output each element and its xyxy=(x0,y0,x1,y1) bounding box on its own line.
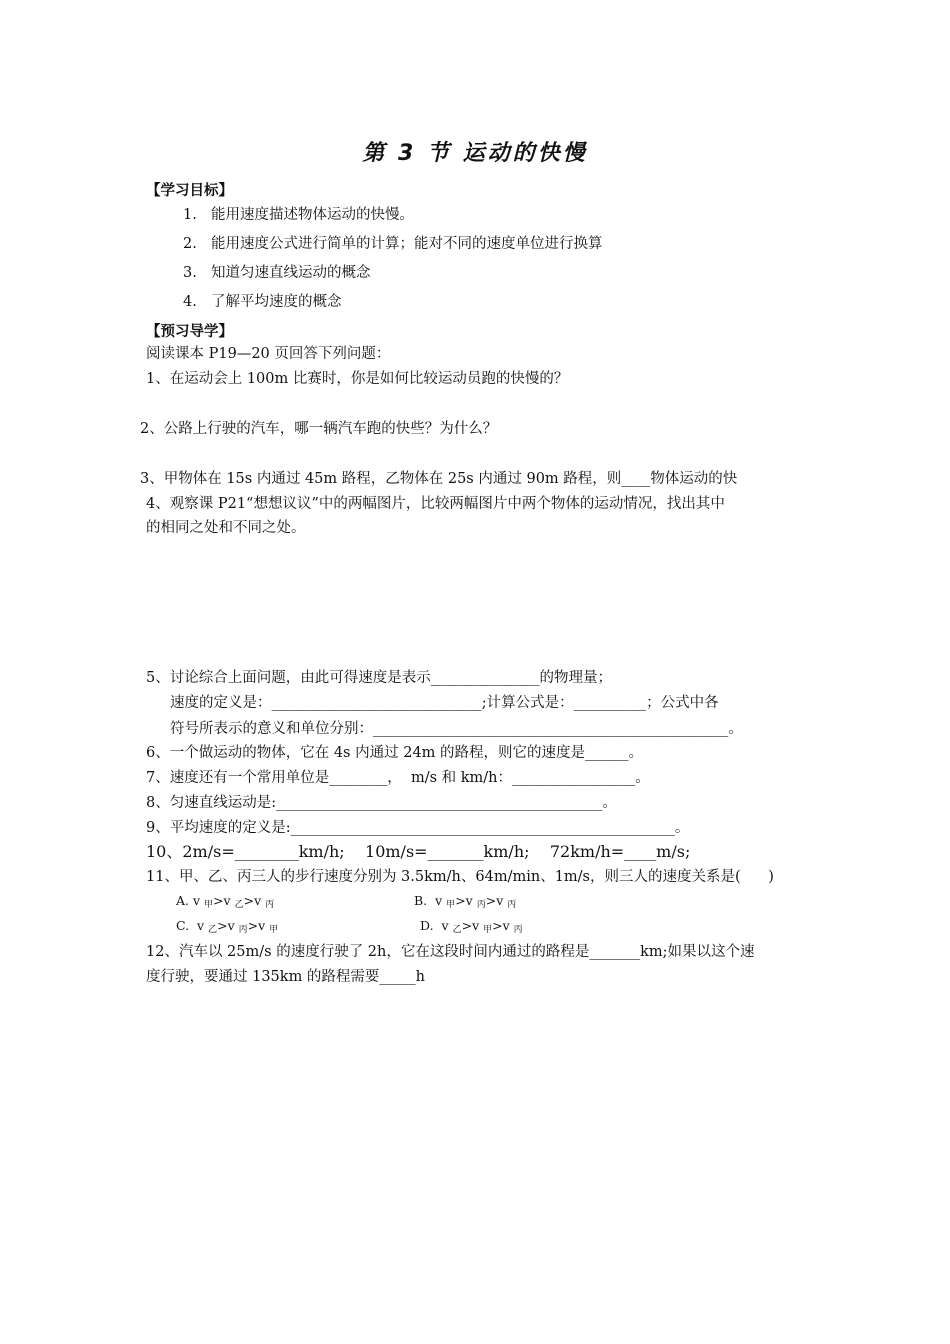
question-5-definition: 速度的定义是：_____________________________;计算公式是：__________；公式中各 xyxy=(170,695,719,711)
option-a: A. v $_甲$>v $_乙$>v $_丙$ xyxy=(176,893,275,910)
question-9: 9、平均速度的定义是:_____________________________________________________。 xyxy=(146,820,690,836)
question-2: 2、公路上行驶的汽车，哪一辆汽车跑的快些？为什么？ xyxy=(140,421,498,437)
question-11: 11、甲、乙、丙三人的步行速度分别为 3.5km/h、64m/min、1m/s，则三人的速度关系是( ) xyxy=(146,869,774,885)
page-title: 第 3 节 运动的快慢 xyxy=(362,141,588,166)
question-4: 4、观察课 P21“想想议议”中的两幅图片，比较两幅图片中两个物体的运动情况，找出其中 xyxy=(146,496,725,512)
objective-text: 能用速度公式进行简单的计算；能对不同的速度单位进行换算 xyxy=(211,236,603,252)
question-5: 5、讨论综合上面问题，由此可得速度是表示_______________的物理量； xyxy=(146,670,612,686)
objective-item xyxy=(183,261,371,282)
objective-item xyxy=(183,232,603,253)
question-3: 3、甲物体在 15s 内通过 45m 路程，乙物体在 25s 内通过 90m 路程，则____物体运动的快 xyxy=(140,471,738,487)
question-8: 8、匀速直线运动是:_____________________________________________。 xyxy=(146,795,617,811)
question-12: 12、汽车以 25m/s 的速度行驶了 2h，它在这段时间内通过的路程是_______km;如果以这个速 xyxy=(146,944,755,960)
objective-item xyxy=(183,203,414,224)
question-6: 6、一个做运动的物体，它在 4s 内通过 24m 的路程，则它的速度是______。 xyxy=(146,745,644,761)
question-10: 10、2m/s=________km/h; 10m/s=_______km/h; 72km/h=____m/s; xyxy=(146,842,691,861)
option-c: C. v $_乙$>v $_丙$>v $_甲$ xyxy=(176,918,279,935)
reading-instruction: 阅读课本 P19—20 页回答下列问题： xyxy=(146,346,391,362)
option-b: B. v $_甲$>v $_丙$>v $_丙$ xyxy=(414,893,517,910)
question-7: 7、速度还有一个常用单位是________， m/s 和 km/h：_________________。 xyxy=(146,770,650,786)
objective-text: 知道匀速直线运动的概念 xyxy=(211,265,371,281)
question-5-symbols: 符号所表示的意义和单位分别：_________________________________________________。 xyxy=(170,721,743,737)
objective-number: 1. xyxy=(183,207,197,223)
objective-item xyxy=(183,290,342,311)
question-4-continued: 的相同之处和不同之处。 xyxy=(146,520,306,536)
objective-text: 能用速度描述物体运动的快慢。 xyxy=(211,207,414,223)
question-12-continued: 度行驶，要通过 135km 的路程需要_____h xyxy=(146,969,426,985)
objective-number: 3. xyxy=(183,265,197,281)
objectives-heading: 【学习目标】 xyxy=(146,183,233,199)
preview-heading: 【预习导学】 xyxy=(146,324,233,340)
objective-number: 4. xyxy=(183,294,197,310)
objective-number: 2. xyxy=(183,236,197,252)
objective-text: 了解平均速度的概念 xyxy=(211,294,342,310)
option-d: D. v $_乙$>v $_甲$>v $_丙$ xyxy=(420,918,523,935)
question-1: 1、在运动会上 100m 比赛时，你是如何比较运动员跑的快慢的？ xyxy=(146,371,569,387)
